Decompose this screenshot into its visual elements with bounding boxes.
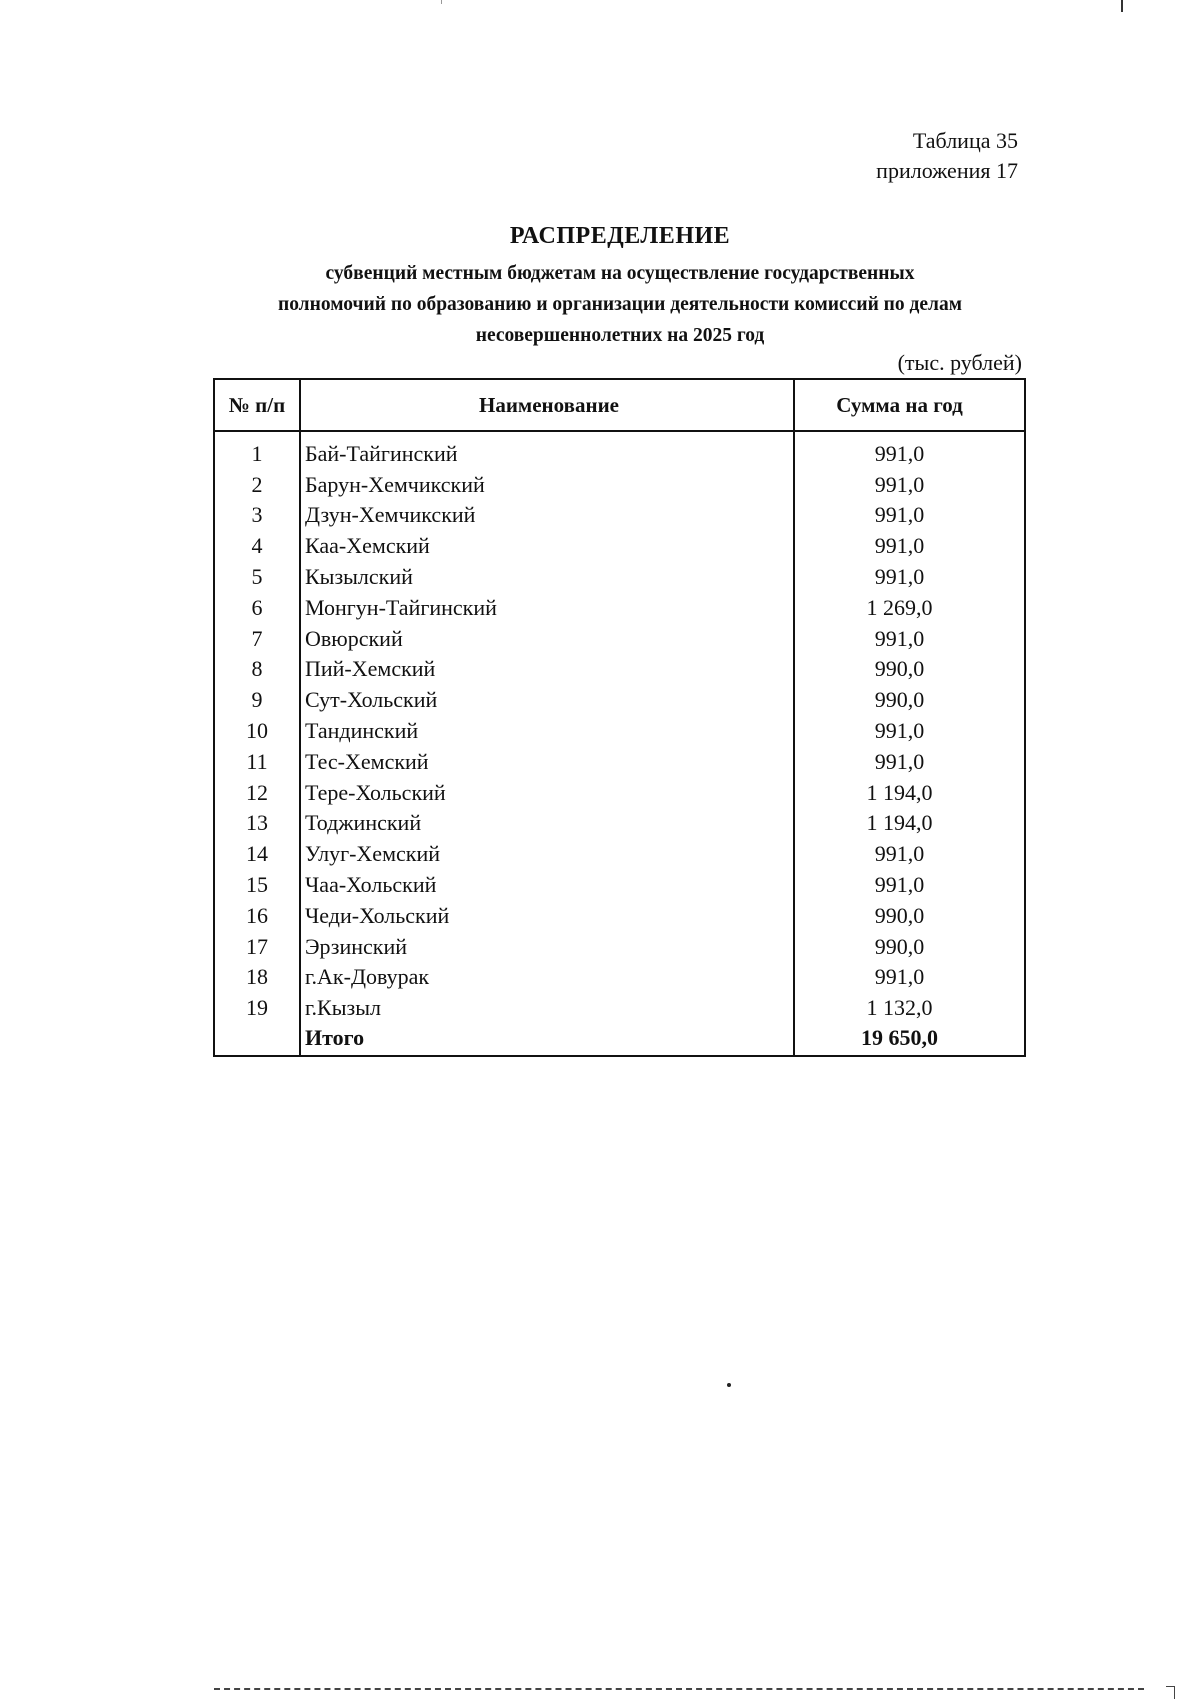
table-row — [214, 898, 1025, 929]
row-name-cell: Тоджинский — [300, 806, 794, 837]
table-row — [214, 775, 1025, 806]
table-row — [214, 467, 1025, 498]
row-number-cell: 11 — [214, 744, 300, 775]
column-header-number: № п/п — [214, 379, 300, 431]
row-number-cell: 3 — [214, 498, 300, 529]
row-number-cell: 1 — [214, 431, 300, 467]
row-number-cell: 4 — [214, 528, 300, 559]
row-name-cell: Чаа-Хольский — [300, 867, 794, 898]
scan-corner-mark — [1166, 1686, 1175, 1699]
table-row — [214, 682, 1025, 713]
row-number-cell: 17 — [214, 929, 300, 960]
table-row — [214, 498, 1025, 529]
total-sum: 19 650,0 — [794, 1021, 1025, 1056]
row-name-cell: Овюрский — [300, 621, 794, 652]
row-number-cell: 18 — [214, 960, 300, 991]
total-label: Итого — [300, 1021, 794, 1056]
row-sum-cell: 1 132,0 — [794, 990, 1025, 1021]
row-sum-cell: 991,0 — [794, 621, 1025, 652]
row-name-cell: Пий-Хемский — [300, 652, 794, 683]
row-sum-cell: 991,0 — [794, 744, 1025, 775]
row-number-cell: 2 — [214, 467, 300, 498]
row-number-cell: 16 — [214, 898, 300, 929]
row-number-cell: 12 — [214, 775, 300, 806]
scan-edge-mark — [1121, 0, 1123, 12]
row-number-cell: 7 — [214, 621, 300, 652]
distribution-table — [213, 378, 1026, 1057]
row-number-cell: 8 — [214, 652, 300, 683]
row-sum-cell: 991,0 — [794, 528, 1025, 559]
row-sum-cell: 991,0 — [794, 467, 1025, 498]
table-row — [214, 806, 1025, 837]
table-header-row — [214, 379, 1025, 431]
row-name-cell: г.Ак-Довурак — [300, 960, 794, 991]
row-name-cell: Бай-Тайгинский — [300, 431, 794, 467]
table-number: Таблица 35 — [912, 128, 1018, 153]
scan-bottom-edge — [214, 1688, 1144, 1690]
row-sum-cell: 990,0 — [794, 898, 1025, 929]
scan-dot — [727, 1383, 731, 1387]
row-number-cell: 19 — [214, 990, 300, 1021]
row-name-cell: Чеди-Хольский — [300, 898, 794, 929]
subtitle-line: полномочий по образованию и организации деятельности комиссий по делам — [277, 294, 963, 315]
document-subtitle — [200, 258, 1040, 351]
units-label: (тыс. рублей) — [897, 350, 1022, 375]
table-body — [214, 431, 1025, 1021]
row-name-cell: г.Кызыл — [300, 990, 794, 1021]
appendix-label: приложения 17 — [876, 158, 1018, 183]
row-sum-cell: 991,0 — [794, 960, 1025, 991]
row-sum-cell: 1 194,0 — [794, 806, 1025, 837]
row-name-cell: Эрзинский — [300, 929, 794, 960]
row-name-cell: Барун-Хемчикский — [300, 467, 794, 498]
row-number-cell: 6 — [214, 590, 300, 621]
column-header-name: Наименование — [300, 379, 794, 431]
table-row — [214, 713, 1025, 744]
table-row — [214, 836, 1025, 867]
subtitle-line: субвенций местным бюджетам на осуществление государственных — [325, 263, 915, 284]
row-sum-cell: 990,0 — [794, 652, 1025, 683]
row-number-cell: 14 — [214, 836, 300, 867]
table-row — [214, 744, 1025, 775]
table-row — [214, 960, 1025, 991]
subtitle-line: несовершеннолетних на 2025 год — [475, 325, 765, 346]
row-name-cell: Тес-Хемский — [300, 744, 794, 775]
table-row — [214, 590, 1025, 621]
total-row — [214, 1021, 1025, 1056]
scan-edge-mark — [441, 0, 442, 4]
table-row — [214, 431, 1025, 467]
row-sum-cell: 991,0 — [794, 713, 1025, 744]
row-sum-cell: 991,0 — [794, 498, 1025, 529]
total-number-cell — [214, 1021, 300, 1056]
row-sum-cell: 991,0 — [794, 431, 1025, 467]
table-row — [214, 990, 1025, 1021]
column-header-sum: Сумма на год — [794, 379, 1025, 431]
row-number-cell: 15 — [214, 867, 300, 898]
row-name-cell: Кызылский — [300, 559, 794, 590]
row-name-cell: Сут-Хольский — [300, 682, 794, 713]
row-name-cell: Улуг-Хемский — [300, 836, 794, 867]
table-row — [214, 652, 1025, 683]
row-sum-cell: 990,0 — [794, 682, 1025, 713]
table-row — [214, 929, 1025, 960]
row-number-cell: 5 — [214, 559, 300, 590]
row-sum-cell: 1 269,0 — [794, 590, 1025, 621]
row-name-cell: Монгун-Тайгинский — [300, 590, 794, 621]
table-row — [214, 621, 1025, 652]
row-name-cell: Каа-Хемский — [300, 528, 794, 559]
row-sum-cell: 991,0 — [794, 867, 1025, 898]
table-row — [214, 867, 1025, 898]
row-name-cell: Тандинский — [300, 713, 794, 744]
row-sum-cell: 991,0 — [794, 836, 1025, 867]
row-number-cell: 10 — [214, 713, 300, 744]
table-row — [214, 559, 1025, 590]
row-sum-cell: 990,0 — [794, 929, 1025, 960]
row-sum-cell: 991,0 — [794, 559, 1025, 590]
row-number-cell: 9 — [214, 682, 300, 713]
row-name-cell: Дзун-Хемчикский — [300, 498, 794, 529]
row-sum-cell: 1 194,0 — [794, 775, 1025, 806]
table-reference — [876, 126, 1018, 186]
document-title: РАСПРЕДЕЛЕНИЕ — [509, 223, 731, 249]
row-name-cell: Тере-Хольский — [300, 775, 794, 806]
table-row — [214, 528, 1025, 559]
row-number-cell: 13 — [214, 806, 300, 837]
